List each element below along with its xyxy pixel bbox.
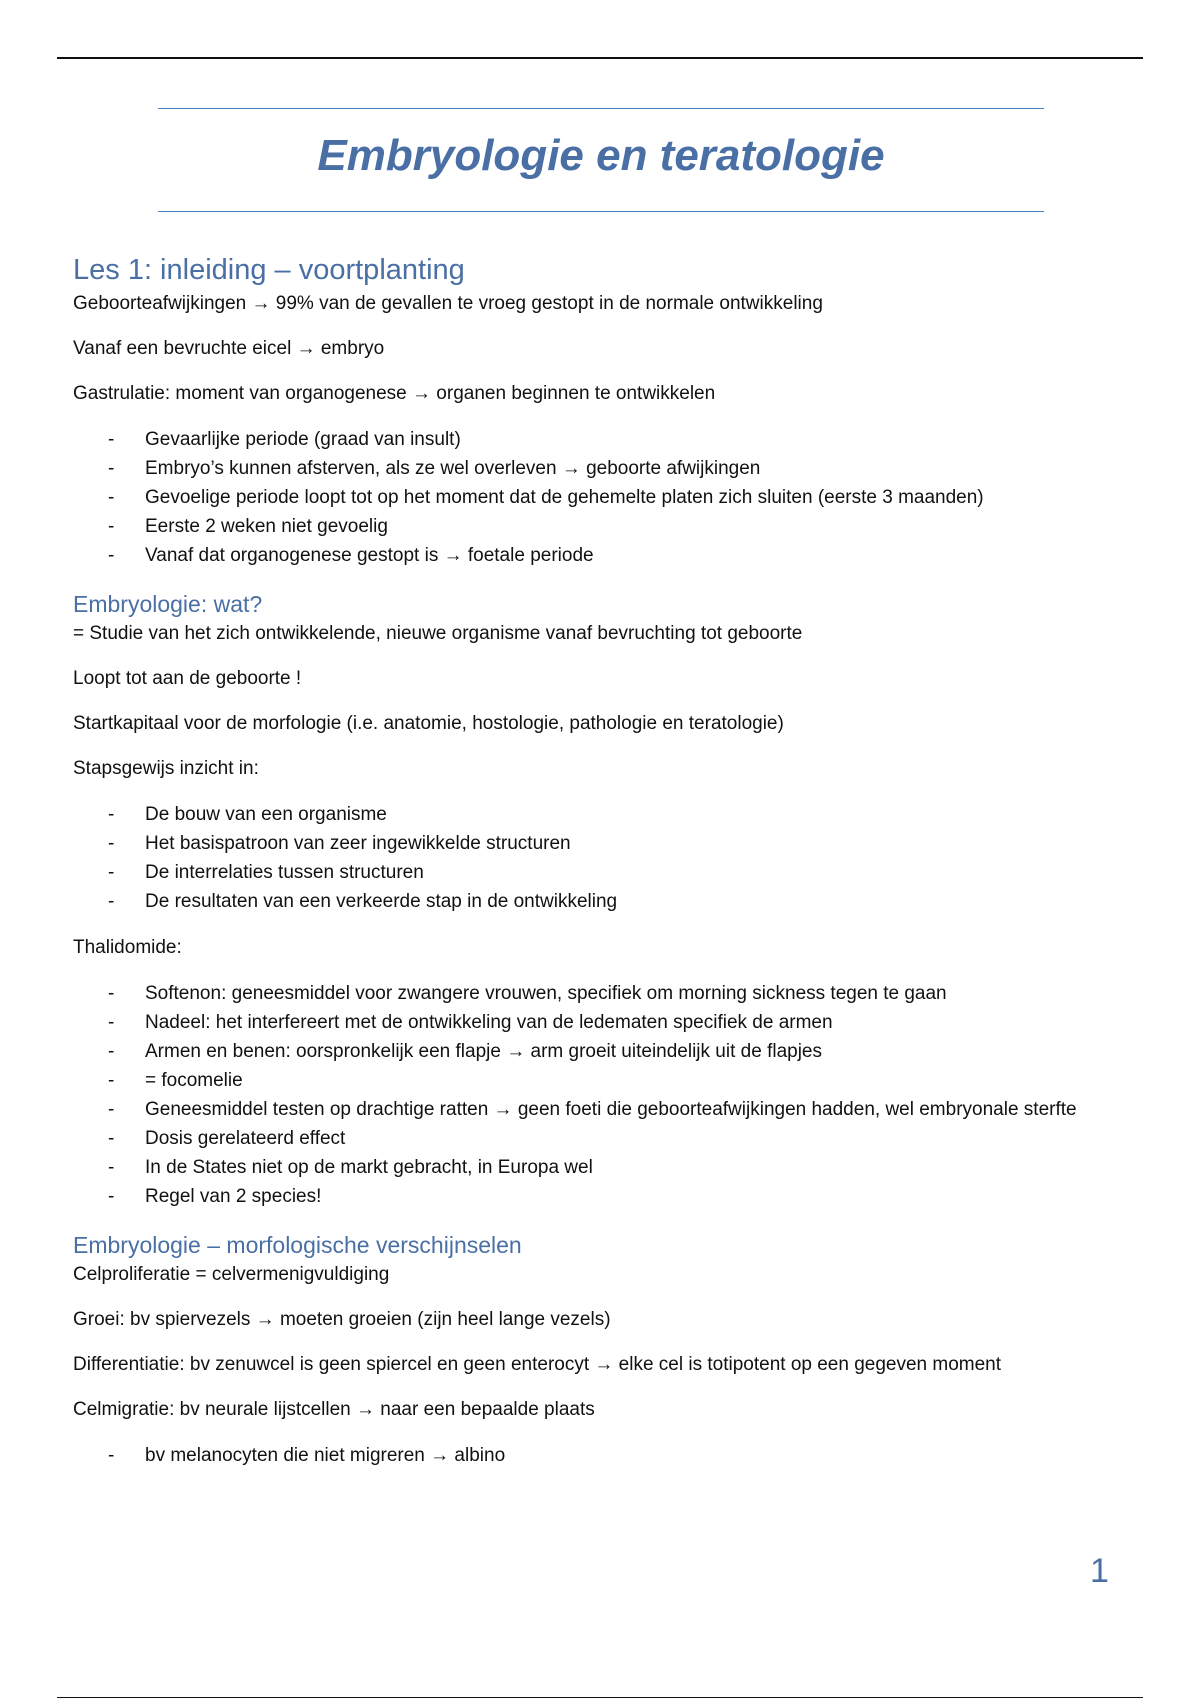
paragraph: Startkapitaal voor de morfologie (i.e. anatomie, hostologie, pathologie en teratologie): [73, 713, 784, 734]
dash-bullet: -: [108, 804, 115, 825]
paragraph: Celmigratie: bv neurale lijstcellen → naar een bepaalde plaats: [73, 1399, 595, 1420]
dash-bullet: -: [108, 1157, 115, 1178]
dash-bullet: -: [108, 833, 115, 854]
paragraph: Geboorteafwijkingen → 99% van de gevallen te vroeg gestopt in de normale ontwikkeling: [73, 293, 823, 314]
section-heading-morfologie: Embryologie – morfologische verschijnselen: [73, 1232, 522, 1258]
list-item: - In de States niet op de markt gebracht, in Europa wel: [73, 1153, 1133, 1182]
list-item: - Geneesmiddel testen op drachtige ratten → geen foeti die geboorteafwijkingen hadden, wel embryonale sterfte: [73, 1095, 1133, 1124]
dash-bullet: -: [108, 1445, 115, 1466]
dash-bullet: -: [108, 1128, 115, 1149]
document-body: [73, 250, 1133, 1488]
list-item: - Gevaarlijke periode (graad van insult): [73, 425, 1133, 454]
list-item: - Softenon: geneesmiddel voor zwangere vrouwen, specifiek om morning sickness tegen te gaan: [73, 979, 1133, 1008]
list-item: - De resultaten van een verkeerde stap in de ontwikkeling: [73, 887, 1133, 916]
title-bottom-rule: [158, 211, 1044, 212]
list-item: - Nadeel: het interfereert met de ontwikkeling van de ledematen specifiek de armen: [73, 1008, 1133, 1037]
list-item: - De bouw van een organisme: [73, 800, 1133, 829]
page-number: 1: [1090, 1552, 1109, 1590]
paragraph: Celproliferatie = celvermenigvuldiging: [73, 1264, 390, 1285]
dash-bullet: -: [108, 1099, 115, 1120]
bullet-list: [73, 425, 1133, 570]
dash-bullet: -: [108, 516, 115, 537]
paragraph: Thalidomide:: [73, 937, 182, 958]
dash-bullet: -: [108, 862, 115, 883]
list-item: - = focomelie: [73, 1066, 1133, 1095]
list-item: - Embryo’s kunnen afsterven, als ze wel overleven → geboorte afwijkingen: [73, 454, 1133, 483]
paragraph: Gastrulatie: moment van organogenese → organen beginnen te ontwikkelen: [73, 383, 716, 404]
dash-bullet: -: [108, 891, 115, 912]
dash-bullet: -: [108, 458, 115, 479]
section-heading-les1: Les 1: inleiding – voortplanting: [73, 254, 465, 286]
dash-bullet: -: [108, 983, 115, 1004]
paragraph: Stapsgewijs inzicht in:: [73, 758, 259, 779]
list-item: - Gevoelige periode loopt tot op het moment dat de gehemelte platen zich sluiten (eerste 3 maanden): [73, 483, 1133, 512]
paragraph: Vanaf een bevruchte eicel → embryo: [73, 338, 385, 359]
bullet-list: [73, 1441, 1133, 1470]
paragraph: Differentiatie: bv zenuwcel is geen spiercel en geen enterocyt → elke cel is totipotent op een gegeven moment: [73, 1354, 1002, 1375]
dash-bullet: -: [108, 1012, 115, 1033]
list-item: - Het basispatroon van zeer ingewikkelde structuren: [73, 829, 1133, 858]
dash-bullet: -: [108, 1041, 115, 1062]
list-item: - bv melanocyten die niet migreren → albino: [73, 1441, 1133, 1470]
dash-bullet: -: [108, 545, 115, 566]
list-item: - Vanaf dat organogenese gestopt is → foetale periode: [73, 541, 1133, 570]
bullet-list: [73, 800, 1133, 916]
dash-bullet: -: [108, 1070, 115, 1091]
bullet-list: [73, 979, 1133, 1211]
list-item: - Dosis gerelateerd effect: [73, 1124, 1133, 1153]
dash-bullet: -: [108, 429, 115, 450]
title-block: [158, 108, 1044, 212]
paragraph: = Studie van het zich ontwikkelende, nieuwe organisme vanaf bevruchting tot geboorte: [73, 623, 803, 644]
list-item: - Eerste 2 weken niet gevoelig: [73, 512, 1133, 541]
list-item: - Regel van 2 species!: [73, 1182, 1133, 1211]
dash-bullet: -: [108, 1186, 115, 1207]
page-top-rule: [57, 57, 1143, 59]
paragraph: Groei: bv spiervezels → moeten groeien (zijn heel lange vezels): [73, 1309, 611, 1330]
section-heading-wat: Embryologie: wat?: [73, 591, 263, 617]
document-title: Embryologie en teratologie: [317, 131, 885, 180]
list-item: - Armen en benen: oorspronkelijk een flapje → arm groeit uiteindelijk uit de flapjes: [73, 1037, 1133, 1066]
list-item: - De interrelaties tussen structuren: [73, 858, 1133, 887]
dash-bullet: -: [108, 487, 115, 508]
paragraph: Loopt tot aan de geboorte !: [73, 668, 302, 689]
page-bottom-rule: [57, 1697, 1143, 1698]
